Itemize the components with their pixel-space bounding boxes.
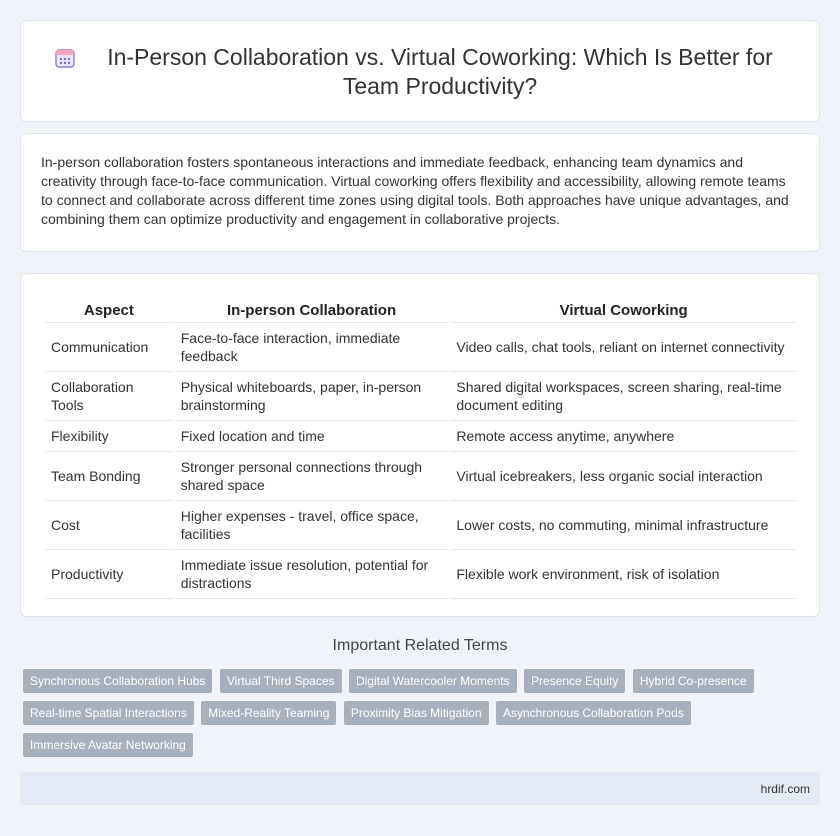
table-cell-aspect: Collaboration Tools [45,372,173,421]
comparison-table [43,296,799,599]
footer-bar [20,772,820,805]
term-tag[interactable]: Hybrid Co-presence [633,669,754,693]
comparison-table-card [20,273,820,617]
header-card [20,20,820,122]
table-row [45,550,797,599]
table-cell-in-person: Physical whiteboards, paper, in-person brainstorming [175,372,449,421]
term-tag[interactable]: Presence Equity [524,669,625,693]
table-cell-virtual: Lower costs, no commuting, minimal infrastructure [450,501,797,550]
table-cell-in-person: Higher expenses - travel, office space, facilities [175,501,449,550]
table-cell-in-person: Stronger personal connections through shared space [175,452,449,501]
related-terms-list [23,669,803,765]
table-row [45,452,797,501]
term-tag[interactable]: Virtual Third Spaces [220,669,342,693]
term-tag[interactable]: Mixed-Reality Teaming [201,701,336,725]
table-cell-in-person: Face-to-face interaction, immediate feedback [175,323,449,372]
table-cell-aspect: Communication [45,323,173,372]
table-cell-virtual: Virtual icebreakers, less organic social interaction [450,452,797,501]
term-tag[interactable]: Digital Watercooler Moments [349,669,517,693]
term-tag[interactable]: Proximity Bias Mitigation [344,701,489,725]
table-cell-aspect: Productivity [45,550,173,599]
page-title: In-Person Collaboration vs. Virtual Coworking: Which Is Better for Team Productivity? [107,44,773,99]
term-tag[interactable]: Synchronous Collaboration Hubs [23,669,212,693]
table-header-row [45,296,797,323]
table-cell-virtual: Video calls, chat tools, reliant on internet connectivity [450,323,797,372]
table-row [45,421,797,452]
table-cell-in-person: Fixed location and time [175,421,449,452]
table-row [45,501,797,550]
column-header-aspect: Aspect [45,296,173,323]
footer-site-link[interactable]: hrdif.com [760,782,810,796]
table-cell-aspect: Flexibility [45,421,173,452]
table-cell-aspect: Team Bonding [45,452,173,501]
table-cell-virtual: Shared digital workspaces, screen sharing, real-time document editing [450,372,797,421]
table-cell-virtual: Remote access anytime, anywhere [450,421,797,452]
intro-card [20,133,820,252]
table-cell-in-person: Immediate issue resolution, potential for distractions [175,550,449,599]
column-header-virtual: Virtual Coworking [450,296,797,323]
table-row [45,372,797,421]
intro-paragraph: In-person collaboration fosters spontaneous interactions and immediate feedback, enhancing team dynamics and creativity through face-to-face communication. Virtual coworking offers flexibility and accessibility, allowing remote teams to connect and collaborate across different time zones using digital tools. Both approaches have unique advantages, and combining them can optimize productivity and engagement in collaborative projects. [41,154,789,227]
term-tag[interactable]: Immersive Avatar Networking [23,733,193,757]
related-terms-title: Important Related Terms [332,637,508,654]
table-cell-virtual: Flexible work environment, risk of isolation [450,550,797,599]
term-tag[interactable]: Real-time Spatial Interactions [23,701,194,725]
column-header-in-person: In-person Collaboration [175,296,449,323]
table-row [45,323,797,372]
term-tag[interactable]: Asynchronous Collaboration Pods [496,701,691,725]
table-cell-aspect: Cost [45,501,173,550]
